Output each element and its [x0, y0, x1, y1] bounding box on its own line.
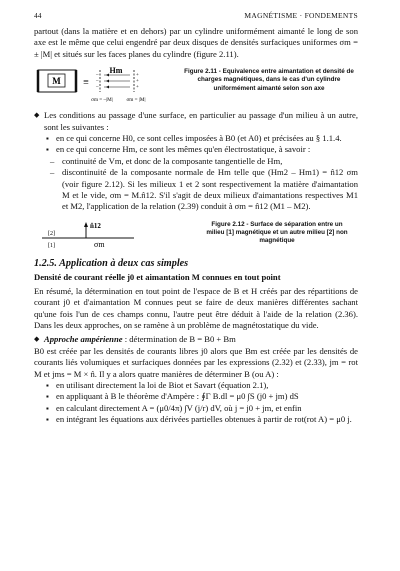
label-equivalence: ≡ [83, 77, 89, 89]
svg-text:+: + [136, 85, 139, 91]
label-sigma-pos: σm = |M| [126, 97, 146, 104]
way-4: ▪ en intégrant les équations aux dérivées partielles obtenues à partir de rot(rot A) = μ0 j. [34, 414, 358, 425]
approach-text: : détermination de B = B0 + Bm [122, 334, 236, 345]
approach-detail: B0 est créée par les densités de courants libres j0 alors que Bm est créée par les densités de courants liés volumiques et surfaciques données par les expressions (2.32) et (2.33), jm = rot M et jms = M × n̂. Il y a alors quatre manières de déterminer B (ou A) : [34, 345, 358, 379]
page-body [34, 26, 358, 426]
running-header [34, 11, 358, 23]
condition-hm-discontinuity: – discontinuité de la composante normale de Hm telle que (Hm2 – Hm1) = n̂12 σm (voir figure 2.12). Si les milieux 1 et 2 sont respectivement la matière d'aimantation M et le vide, σm = M.n̂12. S'il s'agit de deux milieux d'aimantations respectives M1 et M2, l'application de la relation (2.39) conduit à σm = n̂12 (M1 – M2). [34, 167, 358, 213]
conditions-lead: ◆ Les conditions au passage d'une surface, en particulier au passage d'un milieu à un autre, sont les suivantes : [34, 110, 358, 133]
label-hm: Hm [109, 66, 123, 76]
approach-label: Approche ampérienne [44, 334, 123, 345]
pos-plate [134, 70, 139, 92]
running-title: MAGNÉTISME · FONDEMENTS [244, 11, 358, 20]
hm-field-lines [104, 74, 130, 89]
figure-2-11-diagram [34, 66, 164, 106]
condition-hm: ▪ en ce qui concerne Hm, ce sont les mêmes qu'en électrostatique, à savoir : [34, 144, 358, 155]
section-title: 1.2.5. Application à deux cas simples [34, 257, 189, 269]
label-medium-1: [1] [48, 242, 55, 249]
section-subtitle: Densité de courant réelle j0 et aimantation M connues en tout point [34, 272, 281, 283]
svg-text:+: + [136, 79, 139, 85]
label-medium-2: [2] [48, 230, 55, 237]
svg-text:–: – [96, 73, 99, 79]
figure-2-11 [34, 66, 358, 106]
label-n12: n̂12 [90, 221, 101, 230]
intro-paragraph: partout (dans la matière et en dehors) par un cylindre uniformément aimanté le long de son axe est le même que celui engendré par deux disques de densités surfaciques uniformes σm = ± |M| et situés sur les faces planes du cylindre (figure 2.11). [34, 26, 358, 59]
way-3: ▪ en calculant directement A = (μ0/4π) ∫V (j/r) dV, où j = j0 + jm, et enfin [34, 403, 358, 414]
page-number: 44 [34, 11, 42, 20]
approach-ampere [34, 334, 358, 345]
way-1: ▪ en utilisant directement la loi de Biot et Savart (équation 2.1), [34, 380, 358, 391]
condition-h0: ▪ en ce qui concerne H0, ce sont celles imposées à B0 (et A0) et précisées au § 1.1.4. [34, 133, 358, 144]
label-sigma-neg: σm = –|M| [91, 97, 113, 104]
way-2: ▪ en appliquant à B le théorème d'Ampère : ∮Γ B.dl = μ0 ∫S (j0 + jm) dS [34, 391, 358, 402]
svg-text:–: – [96, 79, 99, 85]
neg-plate [95, 70, 100, 92]
figure-2-12-caption: Figure 2.12 - Surface de séparation entre un milieu [1] magnétique et un autre milieu [2] non magnétique [206, 220, 348, 245]
figure-2-12 [34, 219, 358, 253]
svg-text:–: – [96, 85, 99, 91]
section-paragraph: En résumé, la détermination en tout point de l'espace de B et H créés par des répartitions de courant j0 et d'aimantation M connues peut se faire de deux manières différentes sachant qu'une fois l'un de ces champs connu, l'autre peut être déduit à l'aide de la relation (2.36). Dans les deux approches, on se ramène à un problème de magnétostatique du vide. [34, 285, 358, 330]
condition-hm-continuity: – continuité de Vm, et donc de la composante tangentielle de Hm, [34, 156, 358, 167]
figure-2-12-diagram [34, 219, 142, 253]
label-sigma-m: σm [94, 239, 105, 249]
figure-2-11-caption: Figure 2.11 - Equivalence entre aimantation et densité de charges magnétiques, dans le cas d'un cylindre uniformément aimanté selon son axe [184, 68, 354, 92]
label-m: M [52, 76, 61, 87]
svg-text:+: + [136, 73, 139, 79]
